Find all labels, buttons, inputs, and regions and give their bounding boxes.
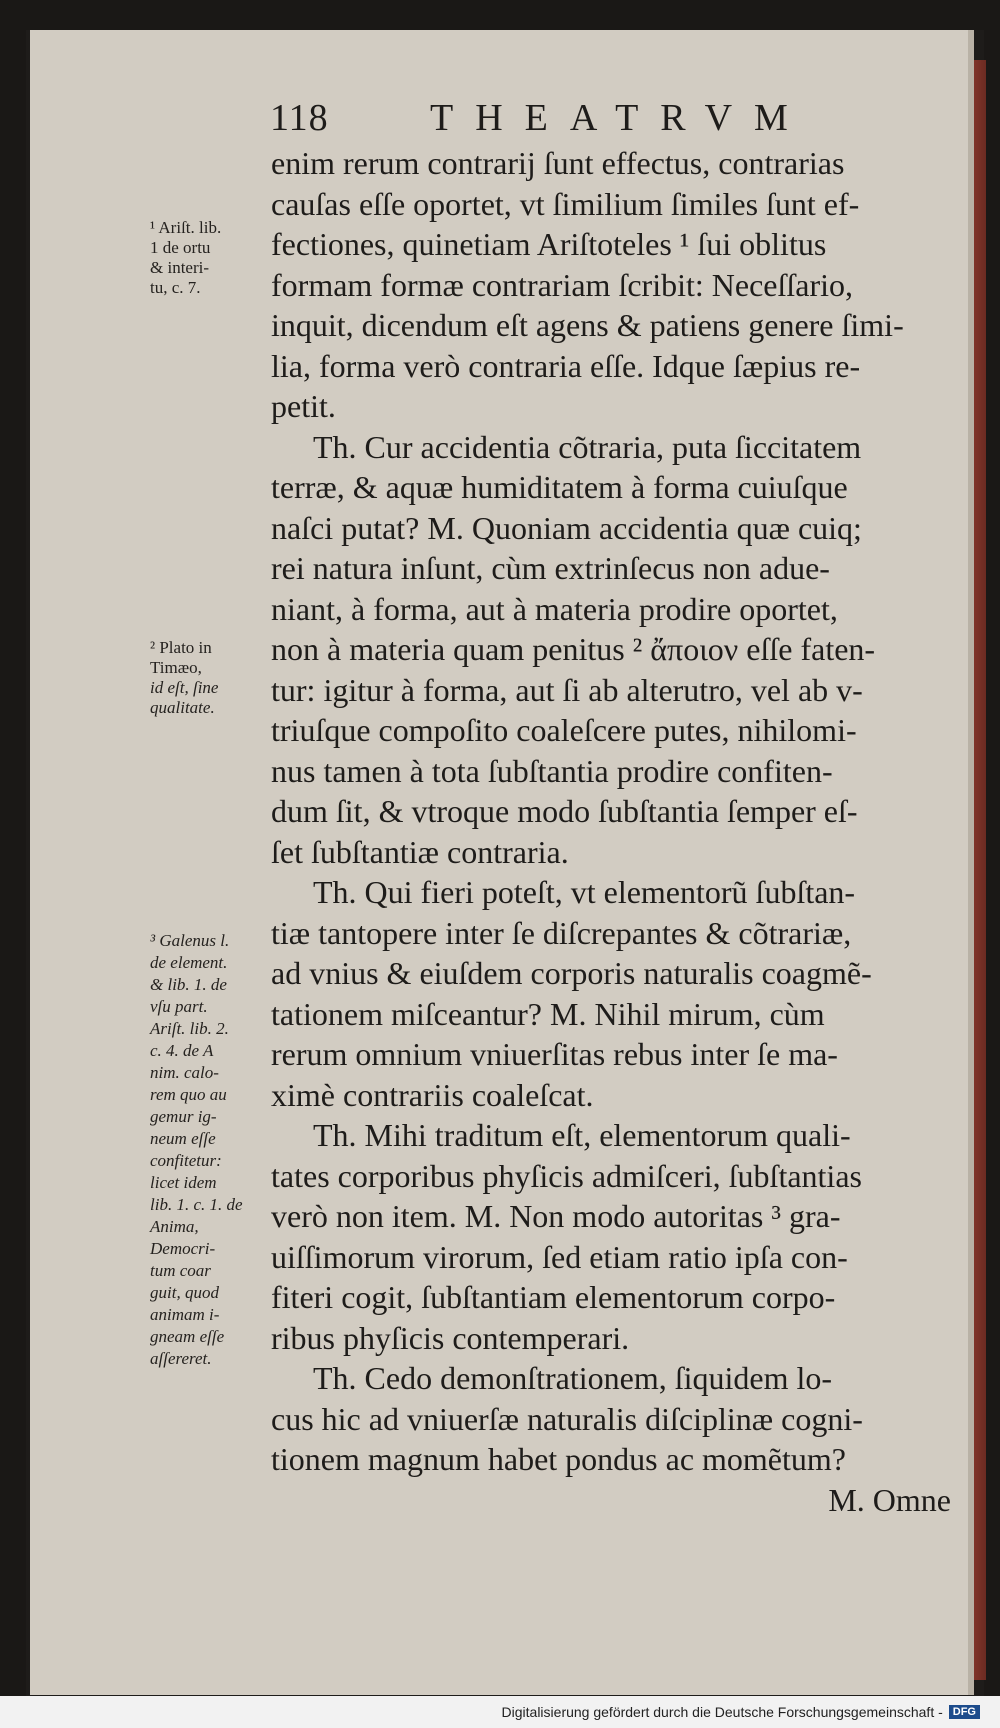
text-line: cauſas eſſe oportet, vt ſimilium ſimiles ſunt ef- [271, 185, 860, 222]
marginal-line: confitetur: [150, 1151, 222, 1170]
text-line: terræ, & aquæ humiditatem à forma cuiuſque [271, 469, 848, 505]
text-line: nus tamen à tota ſubſtantia prodire confiten- [271, 752, 833, 789]
text-line: verò non item. M. Non modo autoritas ³ gra- [271, 1198, 841, 1234]
marginal-line: & lib. 1. de [150, 975, 227, 994]
text-line: Th. Cedo demonſtrationem, ſiquidem lo- [313, 1360, 833, 1396]
marginal-line: ³ Galenus l. [150, 931, 230, 950]
text-line: Th. Cur accidentia cõtraria, puta ſiccitatem [313, 428, 862, 465]
marginal-line: Anima, [150, 1217, 199, 1236]
marginal-line: neum eſſe [150, 1129, 216, 1148]
marginal-line: animam i- [150, 1305, 220, 1324]
text-line: niant, à forma, aut à materia prodire oportet, [271, 590, 838, 627]
marginal-line: lib. 1. c. 1. de [150, 1195, 243, 1214]
marginal-line: Democri- [150, 1239, 216, 1258]
text-line: enim rerum contrarij ſunt effectus, contrarias [271, 145, 845, 181]
marginal-line: Timæo, [150, 658, 202, 677]
text-line: tates corporibus phyſicis admiſceri, ſubſtantias [271, 1157, 862, 1194]
text-line: Th. Qui fieri poteſt, vt elementorũ ſubſtan- [313, 874, 856, 910]
text-line: dum ſit, & vtroque modo ſubſtantia ſemper eſ- [271, 793, 858, 829]
text-line: rei natura inſunt, cùm extrinſecus non adue- [271, 550, 830, 586]
marginal-line: Ariſt. lib. 2. [150, 1019, 229, 1038]
text-line: cus hic ad vniuerſæ naturalis diſciplinæ cogni- [271, 1400, 863, 1437]
marginal-line: vſu part. [150, 997, 208, 1016]
text-line: ribus phyſicis contemperari. [271, 1319, 630, 1356]
dfg-logo: DFG [949, 1705, 980, 1719]
marginal-line: gneam eſſe [150, 1327, 225, 1346]
marginal-line: c. 4. de A [150, 1041, 214, 1060]
text-line: naſci putat? M. Quoniam accidentia quæ cuiq; [271, 509, 862, 546]
footer-credit: Digitalisierung gefördert durch die Deutsche Forschungsgemeinschaft - [501, 1704, 943, 1720]
text-line: fectiones, quinetiam Ariſtoteles ¹ ſui oblitus [271, 226, 827, 262]
text-line: tionem magnum habet pondus ac momẽtum? [271, 1441, 846, 1477]
text-line: rerum omnium vniuerſitas rebus inter ſe ma- [271, 1036, 838, 1072]
text-line: tiæ tantopere inter ſe diſcrepantes & cõtrariæ, [271, 914, 852, 951]
marginal-note-2 [150, 638, 270, 718]
running-title: THEATRVM [430, 97, 810, 139]
marginal-line: qualitate. [150, 698, 215, 717]
marginal-line: nim. calo- [150, 1063, 219, 1082]
text-line: ad vnius & eiuſdem corporis naturalis coagmẽ- [271, 955, 872, 991]
digitization-footer [0, 1696, 1000, 1728]
text-line: petit. [271, 388, 336, 424]
marginal-line: tu, c. 7. [150, 278, 201, 297]
text-line: ſet ſubſtantiæ contraria. [271, 833, 569, 870]
marginal-line: de element. [150, 953, 228, 972]
marginal-line: ² Plato in [150, 638, 212, 657]
marginal-note-1 [150, 218, 270, 298]
text-line: lia, forma verò contraria eſſe. Idque ſæpius re- [271, 347, 861, 384]
text-line: inquit, dicendum eſt agens & patiens genere ſimi- [271, 307, 904, 343]
marginal-line: tum coar [150, 1261, 211, 1280]
text-line: non à materia quam penitus ² ἄποιον eſſe faten- [271, 631, 876, 667]
text-line: triuſque compoſito coaleſcere putes, nihilomi- [271, 712, 857, 748]
marginal-line: aſſereret. [150, 1349, 212, 1368]
text-line: uiſſimorum virorum, ſed etiam ratio ipſa con- [271, 1238, 848, 1275]
main-text [271, 143, 951, 1520]
marginal-line: 1 de ortu [150, 238, 211, 257]
marginal-line: licet idem [150, 1173, 217, 1192]
text-line: tationem miſceantur? M. Nihil mirum, cùm [271, 995, 825, 1032]
text-line: fiteri cogit, ſubſtantiam elementorum corpo- [271, 1279, 836, 1315]
text-line: ximè contrariis coaleſcat. [271, 1076, 594, 1113]
text-line: tur: igitur à forma, aut ſi ab alterutro, vel ab v- [271, 671, 863, 708]
marginal-note-3 [150, 930, 270, 1370]
catchword: M. Omne [828, 1481, 951, 1518]
text-line: formam formæ contrariam ſcribit: Neceſſario, [271, 266, 853, 303]
page-header [270, 86, 880, 146]
marginal-line: & interi- [150, 258, 210, 277]
marginal-line: gemur ig- [150, 1107, 217, 1126]
marginal-line: guit, quod [150, 1283, 219, 1302]
marginal-line: rem quo au [150, 1085, 227, 1104]
marginal-line: id eſt, ſine [150, 678, 219, 697]
page-number: 118 [270, 97, 329, 139]
text-line: Th. Mihi traditum eſt, elementorum quali- [313, 1117, 851, 1153]
marginal-line: ¹ Ariſt. lib. [150, 218, 222, 237]
